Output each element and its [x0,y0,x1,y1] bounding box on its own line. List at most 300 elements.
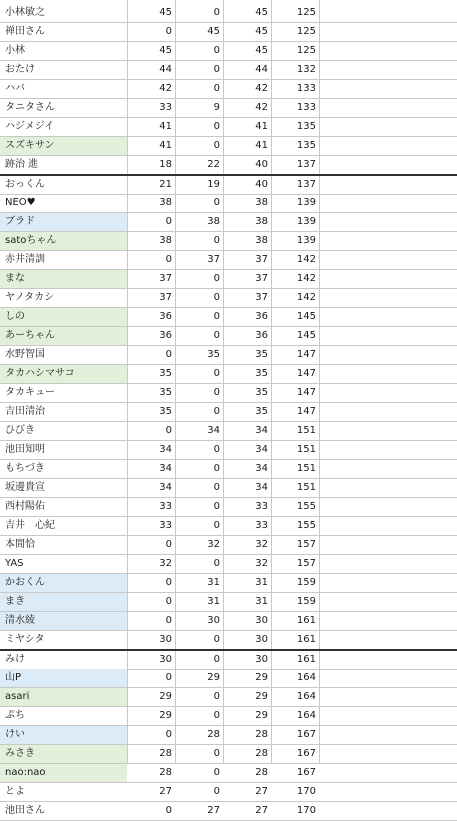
cell-total[interactable]: 27 [255,786,268,797]
cell-score-a[interactable]: 41 [159,121,172,132]
cell-score-b[interactable]: 32 [207,539,220,550]
cell-name[interactable]: しの [0,308,127,326]
cell-rank[interactable]: 151 [296,482,316,493]
cell-total[interactable]: 45 [255,26,268,37]
cell-score-b[interactable]: 0 [213,444,220,455]
cell-rank[interactable]: 135 [296,121,316,132]
cell-name[interactable]: 水野智国 [5,349,45,360]
cell-name[interactable]: タニタさん [5,102,55,113]
cell-total[interactable]: 34 [255,463,268,474]
table-row [0,156,457,175]
cell-score-a[interactable]: 0 [165,577,172,588]
table-row [0,194,457,213]
cell-score-a[interactable]: 34 [159,482,172,493]
cell-score-a[interactable]: 33 [159,501,172,512]
cell-name[interactable]: 池田さん [5,805,45,816]
cell-name[interactable]: 禅田さん [5,26,45,37]
table-row [0,251,457,270]
cell-rank[interactable]: 142 [296,254,316,265]
cell-total[interactable]: 41 [255,121,268,132]
cell-empty[interactable] [319,42,457,60]
cell-name[interactable]: nao:nao [0,764,127,782]
cell-score-b[interactable]: 0 [213,520,220,531]
cell-score-b[interactable]: 45 [207,26,220,37]
cell-empty[interactable] [319,23,457,41]
cell-total[interactable]: 35 [255,406,268,417]
cell-score-b[interactable]: 0 [213,786,220,797]
cell-score-a[interactable]: 37 [159,273,172,284]
cell-total[interactable]: 28 [255,729,268,740]
table-row [0,649,457,670]
cell-name[interactable]: 西村陽佑 [5,501,45,512]
table-row [0,346,457,365]
cell-score-b[interactable]: 0 [213,292,220,303]
table-row [0,707,457,726]
table-row [0,688,457,707]
cell-name[interactable]: かおくん [0,574,127,592]
cell-total[interactable]: 44 [255,64,268,75]
cell-rank[interactable]: 147 [296,368,316,379]
cell-score-a[interactable]: 28 [159,748,172,759]
cell-total[interactable]: 40 [255,179,268,190]
cell-score-b[interactable]: 0 [213,387,220,398]
cell-name[interactable]: asari [0,688,127,706]
cell-rank[interactable]: 155 [296,520,316,531]
cell-empty[interactable] [319,270,457,288]
cell-empty[interactable] [319,289,457,307]
cell-empty[interactable] [319,498,457,516]
cell-empty[interactable] [319,574,457,592]
table-row [0,574,457,593]
table-row [0,80,457,99]
cell-score-a[interactable]: 28 [159,767,172,778]
table-row [0,4,457,23]
cell-score-a[interactable]: 45 [159,45,172,56]
cell-rank[interactable]: 164 [296,710,316,721]
cell-name[interactable]: ヤノタカシ [5,292,55,303]
cell-score-b[interactable]: 31 [207,596,220,607]
cell-total[interactable]: 41 [255,140,268,151]
table-row [0,289,457,308]
cell-total[interactable]: 34 [255,425,268,436]
table-row [0,403,457,422]
cell-score-b[interactable]: 0 [213,748,220,759]
cell-score-b[interactable]: 0 [213,140,220,151]
cell-total[interactable]: 34 [255,482,268,493]
cell-rank[interactable]: 167 [296,729,316,740]
cell-score-a[interactable]: 18 [159,159,172,170]
cell-empty[interactable] [319,764,457,782]
cell-score-b[interactable]: 31 [207,577,220,588]
cell-score-a[interactable]: 0 [165,254,172,265]
cell-empty[interactable] [319,232,457,250]
cell-total[interactable]: 38 [255,197,268,208]
cell-name[interactable]: まき [0,593,127,611]
cell-score-b[interactable]: 0 [213,311,220,322]
cell-name[interactable]: satoちゃん [0,232,127,250]
cell-total[interactable]: 30 [255,615,268,626]
cell-rank[interactable]: 155 [296,501,316,512]
cell-name[interactable]: スズキサン [0,137,127,155]
table-row [0,213,457,232]
cell-empty[interactable] [319,669,457,687]
cell-empty[interactable] [319,346,457,364]
cell-total[interactable]: 36 [255,330,268,341]
table-row [0,441,457,460]
cell-empty[interactable] [319,460,457,478]
cell-score-a[interactable]: 38 [159,235,172,246]
cell-rank[interactable]: 139 [296,216,316,227]
cell-rank[interactable]: 147 [296,406,316,417]
cell-name[interactable]: タカハシマサコ [0,365,127,383]
cell-total[interactable]: 29 [255,691,268,702]
cell-score-a[interactable]: 44 [159,64,172,75]
cell-score-a[interactable]: 41 [159,140,172,151]
cell-score-b[interactable]: 29 [207,672,220,683]
cell-score-a[interactable]: 0 [165,596,172,607]
cell-rank[interactable]: 135 [296,140,316,151]
cell-score-a[interactable]: 0 [165,349,172,360]
table-row [0,422,457,441]
cell-total[interactable]: 31 [255,577,268,588]
table-row [0,99,457,118]
cell-name[interactable]: YAS [5,558,24,569]
cell-rank[interactable]: 132 [296,64,316,75]
cell-score-a[interactable]: 34 [159,444,172,455]
cell-name[interactable]: 本間恰 [5,539,35,550]
cell-score-b[interactable]: 0 [213,767,220,778]
cell-total[interactable]: 28 [255,748,268,759]
cell-score-b[interactable]: 0 [213,64,220,75]
table-row [0,726,457,745]
cell-total[interactable]: 28 [255,767,268,778]
cell-empty[interactable] [319,688,457,706]
cell-total[interactable]: 38 [255,235,268,246]
cell-score-a[interactable]: 0 [165,805,172,816]
cell-total[interactable]: 42 [255,102,268,113]
cell-score-b[interactable]: 30 [207,615,220,626]
cell-score-b[interactable]: 0 [213,121,220,132]
cell-score-b[interactable]: 0 [213,197,220,208]
cell-total[interactable]: 38 [255,216,268,227]
cell-score-a[interactable]: 37 [159,292,172,303]
cell-rank[interactable]: 142 [296,273,316,284]
cell-score-a[interactable]: 30 [159,634,172,645]
cell-rank[interactable]: 147 [296,387,316,398]
cell-score-a[interactable]: 0 [165,615,172,626]
cell-score-b[interactable]: 0 [213,273,220,284]
cell-total[interactable]: 37 [255,292,268,303]
cell-rank[interactable]: 151 [296,444,316,455]
cell-name[interactable]: 吉田清治 [5,406,45,417]
cell-rank[interactable]: 170 [296,786,316,797]
cell-rank[interactable]: 142 [296,292,316,303]
cell-score-b[interactable]: 0 [213,634,220,645]
cell-total[interactable]: 42 [255,83,268,94]
table-row [0,61,457,80]
cell-rank[interactable]: 125 [296,7,316,18]
cell-total[interactable]: 33 [255,520,268,531]
cell-score-a[interactable]: 36 [159,330,172,341]
cell-empty[interactable] [319,707,457,725]
cell-total[interactable]: 29 [255,672,268,683]
cell-empty[interactable] [319,651,457,669]
cell-name[interactable]: みさき [0,745,127,763]
cell-score-a[interactable]: 35 [159,368,172,379]
table-row [0,384,457,403]
cell-total[interactable]: 35 [255,368,268,379]
cell-empty[interactable] [319,745,457,763]
cell-total[interactable]: 27 [255,805,268,816]
cell-rank[interactable]: 133 [296,83,316,94]
cell-name[interactable]: NEO♥ [5,197,36,208]
cell-score-b[interactable]: 22 [207,159,220,170]
cell-name[interactable]: ハジメジイ [5,121,55,132]
cell-score-a[interactable]: 0 [165,672,172,683]
cell-score-b[interactable]: 0 [213,558,220,569]
cell-score-a[interactable]: 38 [159,197,172,208]
cell-name[interactable]: おたけ [5,64,35,75]
cell-empty[interactable] [319,631,457,649]
cell-score-b[interactable]: 0 [213,406,220,417]
table-row [0,23,457,42]
cell-score-b[interactable]: 0 [213,7,220,18]
cell-empty[interactable] [319,802,457,820]
table-row [0,365,457,384]
cell-rank[interactable]: 161 [296,654,316,665]
cell-total[interactable]: 32 [255,558,268,569]
cell-name[interactable]: 吉井 心紀 [5,520,55,531]
cell-total[interactable]: 37 [255,273,268,284]
cell-empty[interactable] [319,365,457,383]
cell-empty[interactable] [319,327,457,345]
cell-empty[interactable] [319,783,457,801]
cell-rank[interactable]: 139 [296,197,316,208]
cell-rank[interactable]: 161 [296,634,316,645]
cell-empty[interactable] [319,176,457,194]
cell-total[interactable]: 36 [255,311,268,322]
cell-name[interactable]: 山P [0,669,127,687]
cell-score-b[interactable]: 0 [213,691,220,702]
cell-empty[interactable] [319,384,457,402]
cell-rank[interactable]: 164 [296,691,316,702]
cell-name[interactable]: 小林 [5,45,25,56]
cell-rank[interactable]: 157 [296,539,316,550]
cell-score-a[interactable]: 0 [165,539,172,550]
cell-empty[interactable] [319,479,457,497]
table-row [0,783,457,802]
cell-score-a[interactable]: 29 [159,710,172,721]
table-row [0,764,457,783]
cell-empty[interactable] [319,99,457,117]
cell-score-b[interactable]: 0 [213,710,220,721]
table-row [0,327,457,346]
cell-rank[interactable]: 145 [296,311,316,322]
cell-rank[interactable]: 151 [296,463,316,474]
cell-total[interactable]: 40 [255,159,268,170]
table-row [0,42,457,61]
cell-name[interactable]: ハバ [5,83,25,94]
cell-rank[interactable]: 145 [296,330,316,341]
cell-score-b[interactable]: 0 [213,368,220,379]
cell-total[interactable]: 33 [255,501,268,512]
table-row [0,631,457,650]
cell-total[interactable]: 37 [255,254,268,265]
table-row [0,479,457,498]
cell-rank[interactable]: 137 [296,159,316,170]
cell-score-a[interactable]: 35 [159,387,172,398]
cell-total[interactable]: 30 [255,634,268,645]
cell-empty[interactable] [319,555,457,573]
cell-name[interactable]: 小林敏之 [5,7,45,18]
table-row [0,137,457,156]
cell-score-a[interactable]: 33 [159,102,172,113]
table-row [0,745,457,764]
cell-score-b[interactable]: 0 [213,501,220,512]
cell-score-b[interactable]: 0 [213,463,220,474]
cell-score-b[interactable]: 37 [207,254,220,265]
cell-empty[interactable] [319,726,457,744]
cell-empty[interactable] [319,194,457,212]
cell-rank[interactable]: 159 [296,596,316,607]
table-row [0,536,457,555]
cell-empty[interactable] [319,156,457,174]
cell-rank[interactable]: 147 [296,349,316,360]
cell-empty[interactable] [319,213,457,231]
cell-empty[interactable] [319,4,457,22]
cell-rank[interactable]: 161 [296,615,316,626]
cell-total[interactable]: 45 [255,7,268,18]
cell-rank[interactable]: 159 [296,577,316,588]
cell-name[interactable]: 清水綾 [0,612,127,630]
cell-empty[interactable] [319,517,457,535]
cell-total[interactable]: 30 [255,654,268,665]
cell-empty[interactable] [319,612,457,630]
cell-rank[interactable]: 167 [296,748,316,759]
cell-score-a[interactable]: 35 [159,406,172,417]
cell-score-b[interactable]: 38 [207,216,220,227]
cell-name[interactable]: もちづき [5,463,45,474]
cell-rank[interactable]: 125 [296,45,316,56]
cell-name[interactable]: ミヤシタ [5,634,45,645]
cell-empty[interactable] [319,251,457,269]
cell-total[interactable]: 35 [255,349,268,360]
cell-total[interactable]: 29 [255,710,268,721]
cell-rank[interactable]: 170 [296,805,316,816]
cell-name[interactable]: あーちゃん [0,327,127,345]
cell-total[interactable]: 32 [255,539,268,550]
cell-rank[interactable]: 125 [296,26,316,37]
cell-rank[interactable]: 167 [296,767,316,778]
table-row [0,270,457,289]
cell-score-b[interactable]: 0 [213,654,220,665]
cell-name[interactable]: 赤井清訓 [5,254,45,265]
cell-score-a[interactable]: 0 [165,425,172,436]
cell-empty[interactable] [319,118,457,136]
cell-empty[interactable] [319,536,457,554]
cell-empty[interactable] [319,137,457,155]
cell-name[interactable]: ぷち [5,710,25,721]
cell-score-a[interactable]: 29 [159,691,172,702]
table-row [0,118,457,137]
cell-name[interactable]: 池田知明 [5,444,45,455]
cell-total[interactable]: 35 [255,387,268,398]
cell-score-b[interactable]: 19 [207,179,220,190]
cell-score-b[interactable]: 0 [213,235,220,246]
cell-score-b[interactable]: 27 [207,805,220,816]
cell-name[interactable]: 坂邊貴宣 [5,482,45,493]
cell-total[interactable]: 34 [255,444,268,455]
cell-score-a[interactable]: 0 [165,216,172,227]
cell-score-a[interactable]: 30 [159,654,172,665]
cell-name[interactable]: タカキュー [5,387,55,398]
cell-rank[interactable]: 151 [296,425,316,436]
table-row [0,517,457,536]
cell-empty[interactable] [319,593,457,611]
cell-score-a[interactable]: 45 [159,7,172,18]
cell-score-b[interactable]: 34 [207,425,220,436]
cell-score-a[interactable]: 42 [159,83,172,94]
cell-score-a[interactable]: 33 [159,520,172,531]
cell-score-b[interactable]: 0 [213,45,220,56]
cell-score-a[interactable]: 32 [159,558,172,569]
cell-rank[interactable]: 137 [296,179,316,190]
cell-empty[interactable] [319,80,457,98]
cell-score-a[interactable]: 34 [159,463,172,474]
cell-score-a[interactable]: 27 [159,786,172,797]
cell-name[interactable]: とよ [5,786,25,797]
table-row [0,232,457,251]
table-row [0,174,457,195]
cell-name[interactable]: ブラド [0,213,127,231]
cell-name[interactable]: けい [0,726,127,744]
cell-score-a[interactable]: 36 [159,311,172,322]
cell-empty[interactable] [319,61,457,79]
cell-total[interactable]: 31 [255,596,268,607]
cell-total[interactable]: 45 [255,45,268,56]
cell-name[interactable]: まな [0,270,127,288]
cell-score-b[interactable]: 9 [213,102,220,113]
table-row [0,555,457,574]
cell-name[interactable]: ひびき [5,425,35,436]
cell-score-b[interactable]: 0 [213,330,220,341]
cell-empty[interactable] [319,403,457,421]
cell-name[interactable]: おっくん [5,179,45,190]
cell-empty[interactable] [319,308,457,326]
cell-score-b[interactable]: 0 [213,83,220,94]
cell-rank[interactable]: 133 [296,102,316,113]
cell-empty[interactable] [319,441,457,459]
cell-rank[interactable]: 164 [296,672,316,683]
cell-score-a[interactable]: 0 [165,26,172,37]
table-row [0,802,457,821]
cell-rank[interactable]: 139 [296,235,316,246]
cell-rank[interactable]: 157 [296,558,316,569]
cell-score-a[interactable]: 0 [165,729,172,740]
cell-score-b[interactable]: 35 [207,349,220,360]
cell-name[interactable]: 跡治 進 [5,159,39,170]
table-row [0,612,457,631]
cell-empty[interactable] [319,422,457,440]
table-row [0,498,457,517]
cell-score-b[interactable]: 0 [213,482,220,493]
table-row [0,460,457,479]
cell-name[interactable]: みけ [5,654,25,665]
table-row [0,593,457,612]
table-row [0,669,457,688]
cell-score-b[interactable]: 28 [207,729,220,740]
cell-score-a[interactable]: 21 [159,179,172,190]
